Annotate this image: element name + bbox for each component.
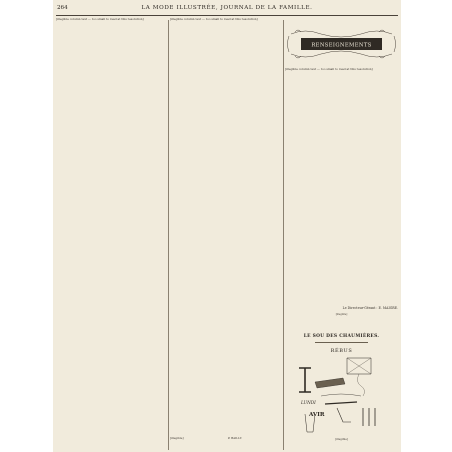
rebus-title: RÉBUS	[330, 348, 353, 354]
rebus-word-lundi: LUNDI	[301, 400, 316, 405]
boat-icon	[325, 402, 357, 404]
column-divider	[283, 20, 284, 450]
imprint-line: [illegible]	[335, 313, 348, 316]
director-signature: Le Directeur-Gérant : E. MAIGRE.	[342, 306, 398, 310]
column-text: [illegible column text — too small to read at this resolution]	[56, 18, 144, 21]
letter-i-glyph	[299, 368, 311, 392]
newspaper-page	[53, 0, 401, 452]
column-text: [illegible column text — too small to read at this resolution]	[285, 68, 373, 71]
header-rule	[56, 15, 398, 16]
renseignements-banner	[285, 26, 398, 62]
section-title: LE SOU DES CHAUMIÈRES.	[303, 334, 380, 339]
section-rule	[315, 342, 368, 343]
page-header	[53, 4, 401, 14]
column-text: [illegible column text — too small to read at this resolution]	[170, 18, 258, 21]
banner-label: RENSEIGNEMENTS	[311, 42, 372, 49]
footer-author: P. BAILLY.	[228, 436, 243, 440]
article-column-2	[170, 18, 281, 438]
page-number: 264	[57, 5, 68, 11]
rebus-word-avir: AVIR	[309, 412, 325, 418]
column-divider	[168, 20, 169, 450]
bars-icon	[363, 408, 375, 426]
footer-note: [illegible]	[170, 436, 184, 440]
rebus-illustration	[285, 352, 398, 438]
journal-title: LA MODE ILLUSTRÉE, JOURNAL DE LA FAMILLE.	[141, 5, 313, 11]
bench-icon	[315, 378, 345, 388]
rebus-caption: [illegible]	[335, 438, 348, 441]
article-column-1	[56, 18, 166, 438]
article-column-3	[285, 68, 398, 304]
